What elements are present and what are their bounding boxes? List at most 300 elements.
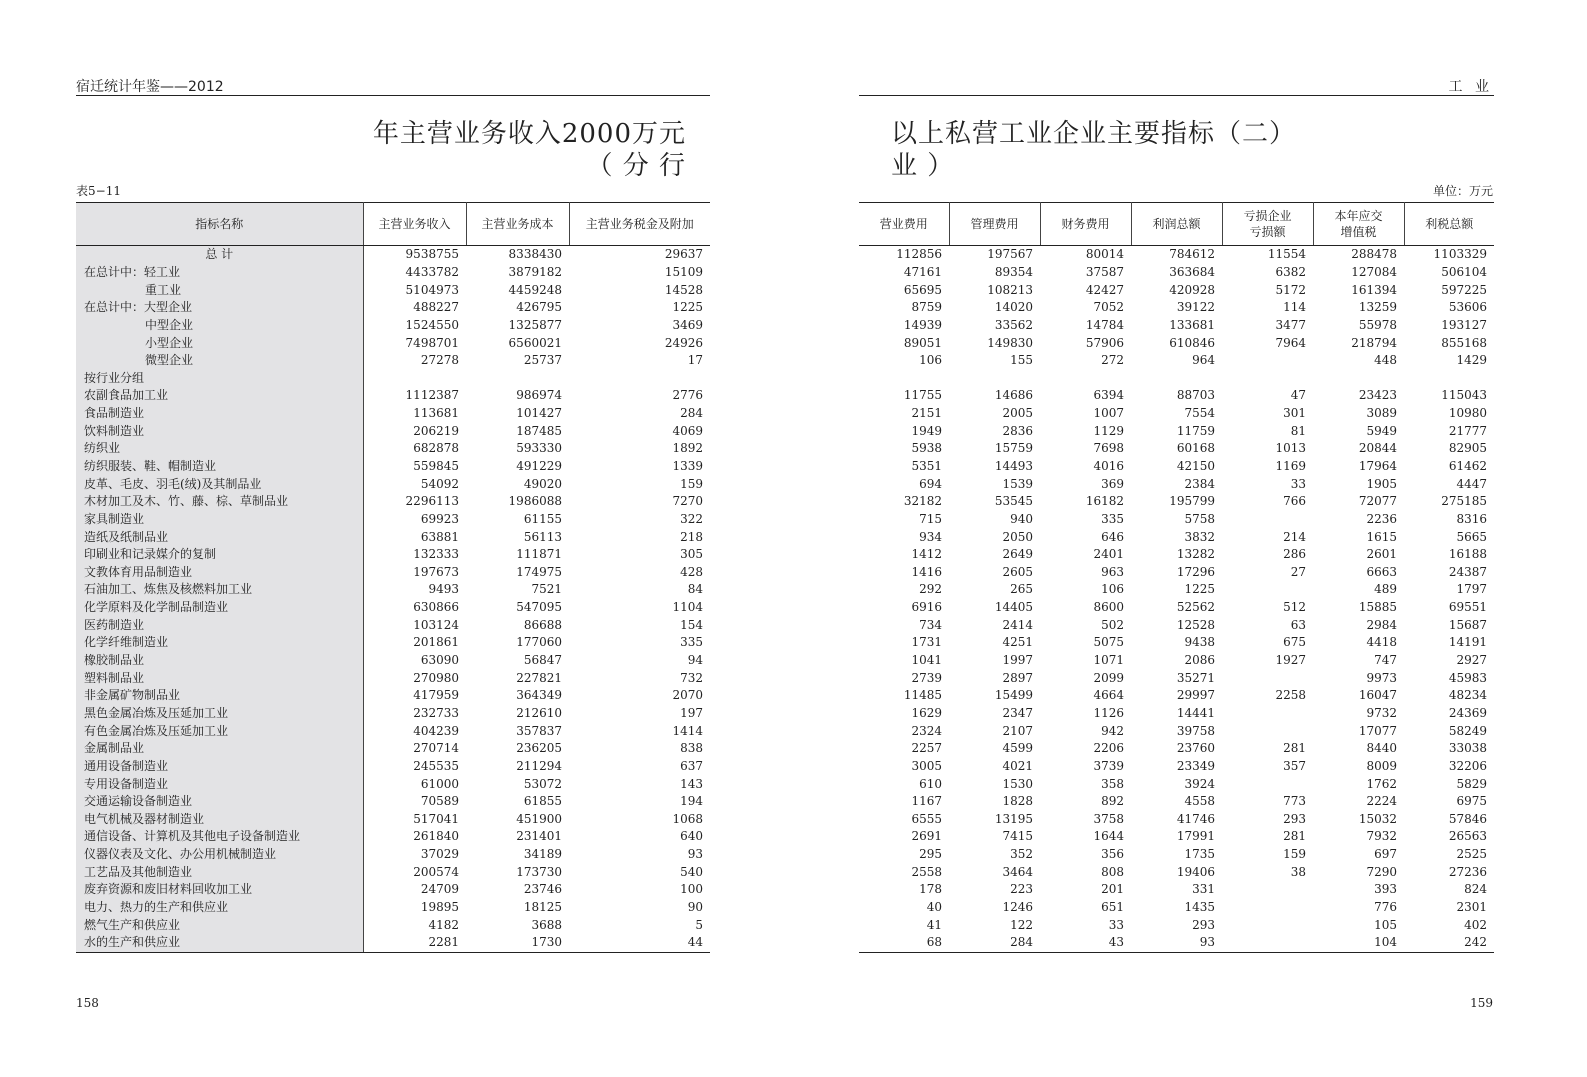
table-cell: 7290 xyxy=(1366,864,1397,879)
table-cell: 1104 xyxy=(672,600,703,615)
table-cell: 3739 xyxy=(1093,758,1124,773)
table-cell: 17991 xyxy=(1176,829,1215,844)
table-cell: 41 xyxy=(926,917,942,932)
table-cell: 1112387 xyxy=(405,388,459,403)
table-row xyxy=(76,299,710,317)
table-cell: 1169 xyxy=(1275,459,1306,473)
table-row xyxy=(76,934,710,952)
table-cell: 420928 xyxy=(1169,282,1215,297)
table-cell: 675 xyxy=(1283,635,1306,650)
table-cell: 292 xyxy=(919,582,942,597)
table-cell: 26563 xyxy=(1448,829,1487,844)
table-cell: 143 xyxy=(680,776,703,791)
right-data-table xyxy=(859,202,1494,953)
table-cell: 9438 xyxy=(1184,635,1215,650)
table-cell: 3758 xyxy=(1093,811,1124,826)
table-cell: 57846 xyxy=(1448,811,1487,826)
row-label: 燃气生产和供应业 xyxy=(76,916,363,934)
table-row xyxy=(76,669,710,687)
table-cell: 27236 xyxy=(1448,864,1487,879)
table-cell: 70589 xyxy=(420,794,459,809)
table-cell: 281 xyxy=(1283,829,1306,844)
table-cell: 295 xyxy=(919,847,942,862)
table-cell xyxy=(1222,705,1313,723)
title-right-line1: 以上私营工业企业主要指标（二） xyxy=(891,119,1297,149)
col-header: 利润总额 xyxy=(1131,203,1222,246)
table-cell: 15032 xyxy=(1358,811,1397,826)
table-cell: 14528 xyxy=(664,282,703,297)
table-cell: 161394 xyxy=(1351,282,1397,297)
table-cell: 1949 xyxy=(911,423,942,438)
table-cell: 113681 xyxy=(413,406,459,421)
table-cell: 4021 xyxy=(1002,758,1033,773)
table-cell xyxy=(1131,369,1222,387)
table-cell: 1103329 xyxy=(1433,247,1487,262)
row-label: 在总计中：轻工业 xyxy=(76,264,363,282)
table-row xyxy=(76,581,710,599)
table-cell xyxy=(1222,899,1313,917)
row-label: 工艺品及其他制造业 xyxy=(76,863,363,881)
table-cell: 1246 xyxy=(1002,900,1033,915)
table-cell: 195799 xyxy=(1169,494,1215,509)
table-cell: 428 xyxy=(680,564,703,579)
table-row xyxy=(859,899,1494,917)
table-cell: 206219 xyxy=(413,423,459,438)
row-label: 有色金属冶炼及压延加工业 xyxy=(76,722,363,740)
table-cell: 824 xyxy=(1464,882,1487,897)
table-cell: 14784 xyxy=(1085,317,1124,332)
right-page xyxy=(793,0,1587,1077)
table-cell: 13259 xyxy=(1358,300,1397,315)
table-cell: 37029 xyxy=(420,847,459,862)
table-cell: 2384 xyxy=(1184,476,1215,491)
table-cell: 201861 xyxy=(413,635,459,650)
table-cell: 7270 xyxy=(672,494,703,509)
table-row xyxy=(859,369,1494,387)
table-row xyxy=(76,458,710,476)
table-cell: 42427 xyxy=(1085,282,1124,297)
table-cell: 1927 xyxy=(1275,653,1306,668)
table-row xyxy=(859,863,1494,881)
table-cell xyxy=(1222,352,1313,370)
table-cell: 3464 xyxy=(1002,864,1033,879)
table-cell: 2099 xyxy=(1093,670,1124,685)
row-label: 印刷业和记录媒介的复制 xyxy=(76,546,363,564)
table-cell: 24926 xyxy=(664,335,703,350)
table-cell: 11759 xyxy=(1176,423,1215,438)
table-cell: 417959 xyxy=(413,688,459,703)
table-cell: 14939 xyxy=(903,317,942,332)
table-cell: 8316 xyxy=(1456,511,1487,526)
table-cell: 4599 xyxy=(1002,741,1033,756)
table-cell: 4558 xyxy=(1184,794,1215,809)
table-cell: 3477 xyxy=(1275,317,1306,332)
table-cell: 33 xyxy=(1290,476,1306,491)
table-cell: 23349 xyxy=(1176,758,1215,773)
table-row xyxy=(859,687,1494,705)
table-cell: 63090 xyxy=(420,653,459,668)
table-row xyxy=(76,899,710,917)
table-cell: 1997 xyxy=(1002,653,1033,668)
table-cell: 100 xyxy=(680,882,703,897)
table-row xyxy=(859,669,1494,687)
table-cell: 11755 xyxy=(903,388,942,403)
table-cell: 61855 xyxy=(523,794,562,809)
table-cell: 58249 xyxy=(1448,723,1487,738)
table-cell: 6560021 xyxy=(508,335,562,350)
table-row xyxy=(859,740,1494,758)
table-cell: 24369 xyxy=(1448,705,1487,720)
table-row xyxy=(76,863,710,881)
table-cell: 559845 xyxy=(413,459,459,473)
table-cell: 194 xyxy=(680,794,703,809)
page-number-left: 158 xyxy=(76,996,99,1010)
table-cell: 72077 xyxy=(1358,494,1397,509)
table-row xyxy=(859,652,1494,670)
left-header-row xyxy=(76,203,710,246)
row-label: 塑料制品业 xyxy=(76,669,363,687)
table-cell: 6663 xyxy=(1366,564,1397,579)
table-cell: 63 xyxy=(1290,617,1306,632)
table-cell: 93 xyxy=(687,847,703,862)
table-cell: 214 xyxy=(1283,529,1306,544)
table-cell: 8338430 xyxy=(508,247,562,262)
table-cell xyxy=(569,369,710,387)
table-cell: 4251 xyxy=(1002,635,1033,650)
table-cell: 1629 xyxy=(911,705,942,720)
title-right-line2: 业 ） xyxy=(891,151,955,181)
table-cell xyxy=(1222,916,1313,934)
table-cell: 177060 xyxy=(516,635,562,650)
table-cell: 101427 xyxy=(516,406,562,421)
table-cell: 15759 xyxy=(994,441,1033,456)
table-cell: 7698 xyxy=(1093,441,1124,456)
table-cell: 218 xyxy=(680,529,703,544)
table-cell: 335 xyxy=(1101,511,1124,526)
table-cell: 53545 xyxy=(994,494,1033,509)
row-label: 通信设备、计算机及其他电子设备制造业 xyxy=(76,828,363,846)
table-row xyxy=(76,264,710,282)
table-cell: 855168 xyxy=(1441,335,1487,350)
table-cell: 14405 xyxy=(994,600,1033,615)
row-label: 饮料制造业 xyxy=(76,422,363,440)
table-cell: 114 xyxy=(1283,300,1306,315)
table-cell: 127084 xyxy=(1351,264,1397,279)
row-label: 按行业分组 xyxy=(76,369,363,387)
table-row xyxy=(76,705,710,723)
table-row xyxy=(859,246,1494,264)
table-cell: 104 xyxy=(1313,934,1404,952)
table-cell: 5829 xyxy=(1456,776,1487,791)
table-cell: 14686 xyxy=(994,388,1033,403)
title-left-line1: 年主营业务收入2000万元 xyxy=(372,119,686,149)
table-cell: 4433782 xyxy=(405,264,459,279)
table-cell: 14020 xyxy=(994,300,1033,315)
table-cell: 53606 xyxy=(1448,300,1487,315)
table-cell: 301 xyxy=(1283,406,1306,421)
table-cell: 105 xyxy=(1374,917,1397,932)
table-cell: 15687 xyxy=(1448,617,1487,632)
table-cell xyxy=(466,369,569,387)
table-cell: 16047 xyxy=(1358,688,1397,703)
table-cell: 512 xyxy=(1283,600,1306,615)
page-number-right: 159 xyxy=(1470,996,1493,1010)
table-cell: 364349 xyxy=(516,688,562,703)
table-row xyxy=(859,934,1494,952)
table-cell xyxy=(1222,775,1313,793)
row-label: 医药制造业 xyxy=(76,616,363,634)
title-left-line2: （ 分 行 xyxy=(586,151,686,181)
table-cell: 593330 xyxy=(516,441,562,456)
table-cell: 65695 xyxy=(903,282,942,297)
table-row xyxy=(76,881,710,899)
table-row xyxy=(859,422,1494,440)
table-cell: 11554 xyxy=(1267,247,1306,262)
table-cell: 773 xyxy=(1283,794,1306,809)
table-row xyxy=(859,440,1494,458)
table-cell: 2691 xyxy=(911,829,942,844)
row-label: 在总计中：大型企业 xyxy=(76,299,363,317)
table-cell: 293 xyxy=(1283,811,1306,826)
table-cell: 1730 xyxy=(466,934,569,952)
table-cell: 5758 xyxy=(1184,511,1215,526)
table-cell: 2151 xyxy=(911,406,942,421)
table-cell: 43 xyxy=(1040,934,1131,952)
table-cell: 2224 xyxy=(1366,794,1397,809)
table-row xyxy=(76,405,710,423)
table-cell: 637 xyxy=(680,758,703,773)
table-row xyxy=(76,511,710,529)
table-cell: 1071 xyxy=(1093,653,1124,668)
table-cell: 60168 xyxy=(1176,441,1215,456)
row-label: 中型企业 xyxy=(76,317,363,335)
table-cell xyxy=(1313,369,1404,387)
table-cell: 61155 xyxy=(523,511,562,526)
table-cell: 1225 xyxy=(1184,582,1215,597)
table-cell: 1416 xyxy=(911,564,942,579)
table-cell: 715 xyxy=(919,511,942,526)
table-cell: 369 xyxy=(1101,476,1124,491)
table-cell: 747 xyxy=(1374,653,1397,668)
table-cell: 9732 xyxy=(1366,705,1397,720)
table-cell: 41746 xyxy=(1176,811,1215,826)
table-row xyxy=(859,581,1494,599)
table-cell: 52562 xyxy=(1176,600,1215,615)
table-cell: 489 xyxy=(1374,582,1397,597)
table-cell: 7498701 xyxy=(405,335,459,350)
table-cell: 284 xyxy=(949,934,1040,952)
table-cell: 2324 xyxy=(911,723,942,738)
table-cell: 4069 xyxy=(672,423,703,438)
row-label: 非金属矿物制品业 xyxy=(76,687,363,705)
table-cell xyxy=(859,369,949,387)
table-row xyxy=(859,828,1494,846)
table-cell: 8009 xyxy=(1366,758,1397,773)
table-row xyxy=(859,317,1494,335)
row-label: 总 计 xyxy=(76,246,363,264)
table-cell: 13282 xyxy=(1176,547,1215,562)
table-cell: 223 xyxy=(1010,882,1033,897)
table-cell: 1225 xyxy=(672,300,703,315)
table-cell: 57906 xyxy=(1085,335,1124,350)
table-cell: 81 xyxy=(1290,423,1306,438)
table-cell: 44 xyxy=(569,934,710,952)
table-cell: 19895 xyxy=(420,900,459,915)
table-cell: 17 xyxy=(687,353,703,368)
table-row xyxy=(859,511,1494,529)
running-head-right: 工 业 xyxy=(1448,79,1493,95)
table-cell: 42150 xyxy=(1176,459,1215,473)
table-cell: 68 xyxy=(859,934,949,952)
table-cell: 1797 xyxy=(1456,582,1487,597)
table-cell: 4016 xyxy=(1093,459,1124,473)
table-cell: 132333 xyxy=(413,547,459,562)
table-cell: 2070 xyxy=(672,688,703,703)
table-cell: 1007 xyxy=(1093,406,1124,421)
table-cell: 34189 xyxy=(523,847,562,862)
table-cell: 49020 xyxy=(523,476,562,491)
table-cell: 197567 xyxy=(987,247,1033,262)
table-cell: 27 xyxy=(1290,564,1306,579)
table-cell: 93 xyxy=(1131,934,1222,952)
table-cell: 597225 xyxy=(1441,282,1487,297)
table-row xyxy=(76,846,710,864)
table-cell: 86688 xyxy=(523,617,562,632)
table-row xyxy=(76,758,710,776)
table-cell: 272 xyxy=(1101,353,1124,368)
table-cell: 38 xyxy=(1290,864,1306,879)
table-cell: 335 xyxy=(680,635,703,650)
table-cell: 106 xyxy=(919,353,942,368)
table-cell: 2927 xyxy=(1456,653,1487,668)
table-cell: 2236 xyxy=(1366,511,1397,526)
table-cell: 187485 xyxy=(516,423,562,438)
table-cell: 1412 xyxy=(911,547,942,562)
table-cell: 19406 xyxy=(1176,864,1215,879)
table-row xyxy=(859,264,1494,282)
table-cell: 426795 xyxy=(516,300,562,315)
table-cell: 2739 xyxy=(911,670,942,685)
table-cell: 356 xyxy=(1101,847,1124,862)
table-cell: 5938 xyxy=(911,441,942,456)
table-cell: 7964 xyxy=(1275,335,1306,350)
row-label: 木材加工及木、竹、藤、棕、草制品业 xyxy=(76,493,363,511)
table-cell xyxy=(949,369,1040,387)
table-cell: 404239 xyxy=(413,723,459,738)
table-cell: 35271 xyxy=(1176,670,1215,685)
table-cell: 9493 xyxy=(428,582,459,597)
table-cell: 934 xyxy=(919,529,942,544)
row-label: 纺织业 xyxy=(76,440,363,458)
table-cell: 9973 xyxy=(1366,670,1397,685)
table-cell: 89051 xyxy=(903,335,942,350)
table-row xyxy=(76,564,710,582)
table-row xyxy=(859,334,1494,352)
table-cell: 284 xyxy=(680,406,703,421)
table-cell: 94 xyxy=(687,653,703,668)
table-cell: 2281 xyxy=(363,934,466,952)
table-cell: 7052 xyxy=(1093,300,1124,315)
table-cell: 245535 xyxy=(413,758,459,773)
table-cell xyxy=(1404,369,1494,387)
table-cell: 6555 xyxy=(911,811,942,826)
table-row xyxy=(76,422,710,440)
table-row xyxy=(76,440,710,458)
table-cell: 48234 xyxy=(1448,688,1487,703)
table-cell: 173730 xyxy=(516,864,562,879)
table-cell: 7932 xyxy=(1366,829,1397,844)
table-cell: 2258 xyxy=(1275,688,1306,703)
table-cell: 174975 xyxy=(516,564,562,579)
table-cell: 986974 xyxy=(516,388,562,403)
table-cell: 15885 xyxy=(1358,600,1397,615)
table-row xyxy=(76,334,710,352)
table-cell: 61462 xyxy=(1448,459,1487,473)
table-cell: 2836 xyxy=(1002,423,1033,438)
table-cell: 54092 xyxy=(420,476,459,491)
table-row xyxy=(859,352,1494,370)
table-cell: 2601 xyxy=(1366,547,1397,562)
table-cell: 13195 xyxy=(994,811,1033,826)
table-cell: 331 xyxy=(1192,882,1215,897)
table-row xyxy=(859,616,1494,634)
table-row xyxy=(76,352,710,370)
table-cell: 236205 xyxy=(516,741,562,756)
table-cell: 286 xyxy=(1283,547,1306,562)
table-cell: 6916 xyxy=(911,600,942,615)
table-cell: 29997 xyxy=(1176,688,1215,703)
table-row xyxy=(76,828,710,846)
table-cell: 6382 xyxy=(1275,264,1306,279)
table-row xyxy=(76,317,710,335)
table-cell: 6975 xyxy=(1456,794,1487,809)
table-cell: 200574 xyxy=(413,864,459,879)
table-cell: 16182 xyxy=(1085,494,1124,509)
table-cell: 2347 xyxy=(1002,705,1033,720)
table-cell: 2086 xyxy=(1184,653,1215,668)
table-cell: 33038 xyxy=(1448,741,1487,756)
table-cell: 940 xyxy=(1010,511,1033,526)
right-header-row xyxy=(859,203,1494,246)
table-cell: 448 xyxy=(1374,353,1397,368)
table-cell: 1892 xyxy=(672,441,703,456)
col-header: 管理费用 xyxy=(949,203,1040,246)
table-cell: 734 xyxy=(919,617,942,632)
table-cell: 15109 xyxy=(664,264,703,279)
table-cell: 1435 xyxy=(1184,900,1215,915)
table-row xyxy=(76,528,710,546)
table-cell: 23746 xyxy=(523,882,562,897)
table-row xyxy=(859,405,1494,423)
table-cell: 2525 xyxy=(1456,847,1487,862)
table-cell: 29637 xyxy=(664,247,703,262)
table-cell: 242 xyxy=(1404,934,1494,952)
table-cell: 9538755 xyxy=(405,247,459,262)
table-cell: 4447 xyxy=(1456,476,1487,491)
table-row xyxy=(76,652,710,670)
table-cell: 2050 xyxy=(1002,529,1033,544)
table-cell: 1986088 xyxy=(508,494,562,509)
table-cell: 84 xyxy=(687,582,703,597)
table-row xyxy=(859,916,1494,934)
table-cell: 14493 xyxy=(994,459,1033,473)
table-cell: 393 xyxy=(1374,882,1397,897)
table-cell: 3879182 xyxy=(508,264,562,279)
table-cell: 3005 xyxy=(911,758,942,773)
table-cell xyxy=(1222,669,1313,687)
table-cell: 2605 xyxy=(1002,564,1033,579)
table-row xyxy=(859,493,1494,511)
